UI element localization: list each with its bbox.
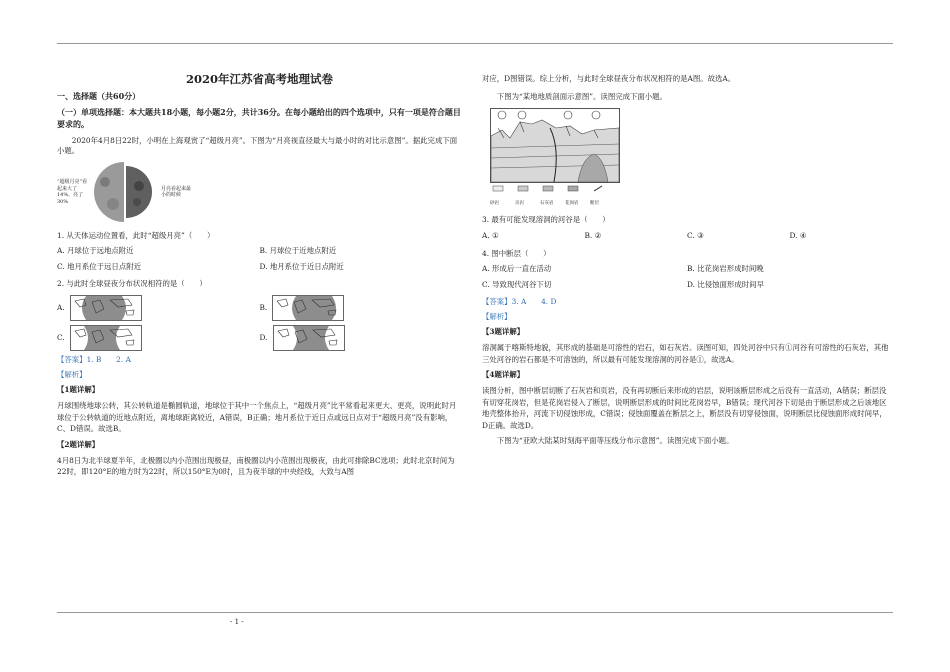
option-b: B. 月球位于近地点附近 xyxy=(259,246,337,255)
option-d: D. 比侵蚀面形成时间早 xyxy=(687,280,764,289)
intro-text-3: 下图为“亚欧大陆某时刻海平面等压线分布示意图”。读图完成下面小题。 xyxy=(496,436,734,445)
answer-3-4: 【答案】3. A 4. D xyxy=(482,297,557,306)
subsection-heading: （一）单项选择题：本大题共18小题，每小题2分，共计36分。在每小题给出的四个选项中，只有一项是符合题目要求的。 xyxy=(57,107,461,129)
detail-2-label: 【2题详解】 xyxy=(57,439,100,449)
detail-2-text: 4月8日为北半球夏半年，北极圈以内小范围出现极昼，南极圈以内小范围出现极夜，由此可排除BC选项；此时北京时间为22时，即120°E的地方时为22时，所以150°E为0时，且为夜半球的中央经线，大致与A图 xyxy=(57,455,455,476)
question-3: 3. 最有可能发现溶洞的河谷是（ ） xyxy=(482,215,610,224)
map-option-c xyxy=(57,325,260,351)
world-map-a-image xyxy=(70,295,142,321)
map-option-b xyxy=(260,295,463,321)
map-option-d-label: D. xyxy=(259,333,268,342)
option-a: A. 月球位于远地点附近 xyxy=(57,246,134,255)
question-1-options xyxy=(57,246,462,272)
right-column xyxy=(482,74,892,446)
world-map-d-image xyxy=(273,325,345,351)
moon-comparison-image xyxy=(93,160,157,224)
moon-left-label: “超级月亮”看起来大了14%，亮了30% xyxy=(57,179,88,205)
header-rule xyxy=(57,43,893,44)
intro-text-2: 下图为“某地地质剖面示意图”。读图完成下面小题。 xyxy=(496,92,667,101)
intro-text-1: 2020年4月8日22时，小明在上海观赏了“超级月亮”。下图为“月亮视直径最大与最小时的对比示意图”。据此完成下面小题。 xyxy=(57,136,458,155)
map-option-a xyxy=(57,295,260,321)
analysis-label-1: 【解析】 xyxy=(57,370,87,379)
analysis-label-2: 【解析】 xyxy=(482,312,512,321)
option-d: D. 地月系位于近日点附近 xyxy=(259,262,344,271)
section-heading: 一、选择题（共60分） xyxy=(57,91,141,101)
option-d: D. ④ xyxy=(789,231,807,240)
detail-3-text: 溶洞属于喀斯特地貌，其形成的基础是可溶性的岩石，如石灰岩。读图可知，四处河谷中只有①河谷有可溶性的石灰岩，其他三处河谷的岩石都是不可溶蚀的，所以最有可能发现溶洞的河谷是①，故选A。 xyxy=(482,343,889,364)
detail-4-text: 读图分析，图中断层切断了石灰岩和页岩，没有再切断后来形成的岩层，说明该断层形成之后没有一直活动，A错误；断层没有切穿花岗岩，但是花岗岩侵入了断层，说明断层形成的时间比花岗岩早，B错误；现代河谷下切是由于断层形成之后该地区地壳整体抬升，河流下切侵蚀形成，C错误；侵蚀面覆盖在断层之上，断层没有切穿侵蚀面，说明断层比侵蚀面形成时间早，D正确。故选D。 xyxy=(482,386,887,430)
detail-1-text: 月球围绕地球公转，其公转轨道是椭圆轨道，地球位于其中一个焦点上，“超级月亮”比平常看起来更大、更亮，说明此时月球位于公转轨道的近地点附近，离地球距离较近，A错误，B正确；地月系位于近日点或远日点对于“超级月亮”没有影响，C、D错误。故选B。 xyxy=(57,401,457,433)
legend-limestone: 石灰岩 xyxy=(540,201,554,206)
moon-figure xyxy=(57,160,462,224)
detail-2-continued: 对应，D图错误。综上分析，与此时全球昼夜分布状况相符的是A图。故选A。 xyxy=(482,74,736,83)
answer-1-2: 【答案】1. B 2. A xyxy=(57,355,131,364)
geologic-section-image xyxy=(490,108,620,198)
question-2: 2. 与此时全球昼夜分布状况相符的是（ ） xyxy=(57,279,207,288)
legend-fault: 断层 xyxy=(590,201,599,206)
page-number: - 1 - xyxy=(230,618,244,626)
option-a: A. ① xyxy=(482,231,499,240)
legend-shale: 页岩 xyxy=(515,201,524,206)
left-column xyxy=(57,74,462,478)
footer-rule xyxy=(57,612,893,613)
map-option-c-label: C. xyxy=(57,333,65,342)
moon-right-label: 月亮看起来最小的时候 xyxy=(161,185,192,198)
question-3-options xyxy=(482,231,892,241)
question-4: 4. 图中断层（ ） xyxy=(482,249,551,258)
question-4-options xyxy=(482,264,892,290)
option-b: B. 比花岗岩形成时间晚 xyxy=(687,264,764,273)
option-a: A. 形成后一直在活动 xyxy=(482,264,552,273)
detail-4-label: 【4题详解】 xyxy=(482,370,525,379)
detail-1-label: 【1题详解】 xyxy=(57,385,100,394)
map-option-b-label: B. xyxy=(259,303,268,312)
geologic-section-figure xyxy=(490,108,892,207)
world-map-b-image xyxy=(272,295,344,321)
paper-title: 2020年江苏省高考地理试卷 xyxy=(185,72,333,86)
option-b: B. ② xyxy=(584,231,602,240)
map-option-d xyxy=(260,325,463,351)
world-map-c-image xyxy=(70,325,142,351)
question-2-map-options xyxy=(57,295,462,351)
map-option-a-label: A. xyxy=(57,303,65,312)
option-c: C. 地月系位于远日点附近 xyxy=(57,262,141,271)
detail-3-label: 【3题详解】 xyxy=(482,327,525,336)
question-1: 1. 从天体运动位置看，此时“超级月亮”（ ） xyxy=(57,231,215,240)
option-c: C. 导致现代河谷下切 xyxy=(482,280,552,289)
legend-sandstone: 砂岩 xyxy=(490,201,499,206)
option-c: C. ③ xyxy=(687,231,704,240)
legend-granite: 花岗岩 xyxy=(565,201,579,206)
figure-legend xyxy=(490,201,620,207)
